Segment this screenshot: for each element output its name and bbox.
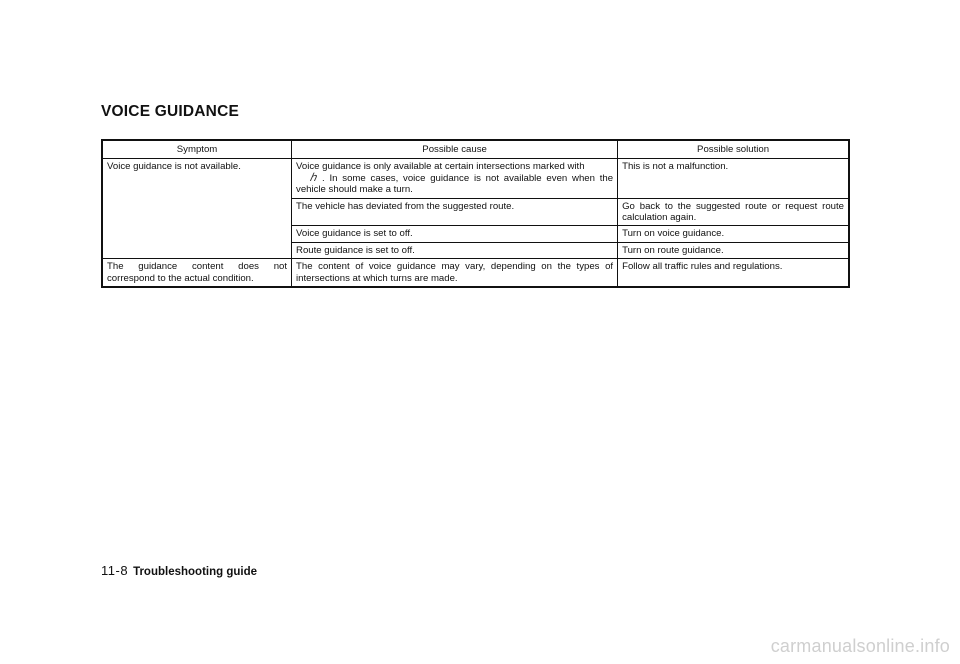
watermark: carmanualsonline.info	[770, 636, 950, 656]
solution-cell: Turn on route guidance.	[618, 242, 849, 258]
header-possible-solution: Possible solution	[618, 140, 849, 159]
symptom-cell: Voice guidance is not available.	[102, 159, 292, 259]
cause-text-before-icon: Voice guidance is only available at certain intersections marked with	[296, 161, 585, 173]
symptom-cell: The guidance content does not correspond to the actual condition.	[102, 259, 292, 287]
table-header-row	[102, 140, 849, 159]
section-title: VOICE GUIDANCE	[101, 103, 240, 120]
page-number: 11-8	[101, 563, 129, 578]
solution-cell: Follow all traffic rules and regulations.	[618, 259, 849, 287]
solution-cell: Turn on voice guidance.	[618, 226, 849, 242]
table-row	[102, 159, 849, 198]
header-possible-cause: Possible cause	[292, 140, 618, 159]
cause-cell: The content of voice guidance may vary, depending on the types of intersections at which turns are made.	[292, 259, 618, 287]
troubleshooting-table	[101, 139, 850, 288]
cause-cell	[292, 159, 618, 198]
solution-cell: Go back to the suggested route or request route calculation again.	[618, 198, 849, 226]
solution-cell: This is not a malfunction.	[618, 159, 849, 198]
page-footer	[101, 563, 257, 578]
cause-cell: Route guidance is set to off.	[292, 242, 618, 258]
cause-text-after-icon: . In some cases, voice guidance is not available even when the vehicle should make a turn.	[296, 172, 614, 196]
chapter-title: Troubleshooting guide	[133, 566, 257, 578]
guidance-point-icon: ℎ	[309, 171, 317, 184]
cause-cell: The vehicle has deviated from the suggested route.	[292, 198, 618, 226]
header-symptom: Symptom	[102, 140, 292, 159]
cause-cell: Voice guidance is set to off.	[292, 226, 618, 242]
table-row	[102, 259, 849, 287]
